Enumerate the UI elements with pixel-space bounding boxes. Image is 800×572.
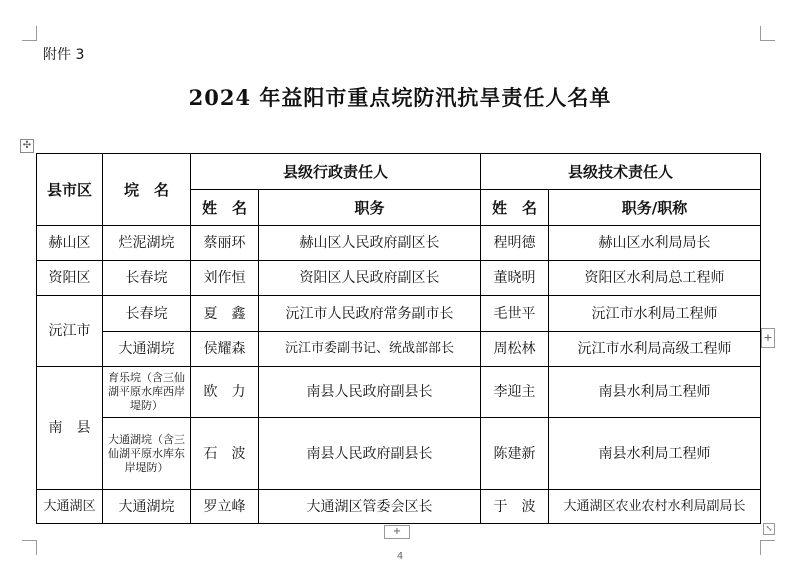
cell-admin-position: 沅江市人民政府常务副市长	[259, 296, 481, 332]
cell-polder: 育乐垸（含三仙湖平原水库西岸堤防）	[103, 367, 191, 418]
cell-polder: 大通湖垸	[103, 332, 191, 367]
cell-tech-position: 大通湖区农业农村水利局副局长	[549, 490, 761, 524]
cell-tech-position: 赫山区水利局局长	[549, 226, 761, 261]
header-admin-group: 县级行政责任人	[191, 154, 481, 190]
header-county: 县市区	[37, 154, 103, 226]
cell-tech-position: 资阳区水利局总工程师	[549, 261, 761, 296]
page-number: 4	[396, 551, 404, 562]
cell-admin-name: 欧 力	[191, 367, 259, 418]
cell-tech-position: 沅江市水利局工程师	[549, 296, 761, 332]
cell-tech-name: 董晓明	[481, 261, 549, 296]
cell-polder: 大通湖垸（含三仙湖平原水库东岸堤防）	[103, 418, 191, 490]
table-row	[37, 296, 761, 332]
cell-admin-position: 资阳区人民政府副区长	[259, 261, 481, 296]
table-row	[37, 332, 761, 367]
cell-admin-name: 刘作恒	[191, 261, 259, 296]
cell-tech-name: 程明德	[481, 226, 549, 261]
cell-admin-name: 石 波	[191, 418, 259, 490]
cell-tech-name: 周松林	[481, 332, 549, 367]
cell-admin-position: 大通湖区管委会区长	[259, 490, 481, 524]
cell-tech-name: 于 波	[481, 490, 549, 524]
table-row	[37, 490, 761, 524]
cell-county: 大通湖区	[37, 490, 103, 524]
cell-polder: 大通湖垸	[103, 490, 191, 524]
table-row	[37, 418, 761, 490]
cell-admin-position: 沅江市委副书记、统战部部长	[259, 332, 481, 367]
table-row	[37, 367, 761, 418]
cell-admin-position: 南县人民政府副县长	[259, 367, 481, 418]
attachment-label: 附件 3	[43, 47, 85, 63]
table-row	[37, 226, 761, 261]
cell-tech-name: 李迎主	[481, 367, 549, 418]
cell-polder: 长春垸	[103, 296, 191, 332]
cell-county: 资阳区	[37, 261, 103, 296]
header-tech-name: 姓 名	[481, 190, 549, 226]
cell-county: 沅江市	[37, 296, 103, 367]
cell-admin-name: 夏 鑫	[191, 296, 259, 332]
cell-tech-name: 陈建新	[481, 418, 549, 490]
cell-tech-position: 南县水利局工程师	[549, 418, 761, 490]
cell-polder: 烂泥湖垸	[103, 226, 191, 261]
cell-tech-position: 南县水利局工程师	[549, 367, 761, 418]
responsibility-table	[36, 153, 761, 524]
insert-column-plus-icon[interactable]: +	[761, 328, 775, 348]
header-admin-position: 职务	[259, 190, 481, 226]
table-resize-handle-icon[interactable]: ⤡	[763, 523, 775, 535]
cell-polder: 长春垸	[103, 261, 191, 296]
document-title: 2024 年益阳市重点垸防汛抗旱责任人名单	[188, 85, 612, 110]
page-corner-mark	[22, 26, 37, 41]
header-tech-position: 职务/职称	[549, 190, 761, 226]
cell-county: 南 县	[37, 367, 103, 490]
header-polder: 垸 名	[103, 154, 191, 226]
cell-admin-position: 赫山区人民政府副区长	[259, 226, 481, 261]
cell-admin-name: 罗立峰	[191, 490, 259, 524]
cell-admin-position: 南县人民政府副县长	[259, 418, 481, 490]
table-row	[37, 261, 761, 296]
insert-row-plus-icon[interactable]: +	[384, 525, 410, 539]
header-tech-group: 县级技术责任人	[481, 154, 761, 190]
cell-tech-name: 毛世平	[481, 296, 549, 332]
cell-county: 赫山区	[37, 226, 103, 261]
cell-admin-name: 蔡丽环	[191, 226, 259, 261]
table-move-handle-icon[interactable]: ✣	[20, 139, 34, 153]
page-corner-mark	[760, 26, 775, 41]
cell-admin-name: 侯耀森	[191, 332, 259, 367]
header-admin-name: 姓 名	[191, 190, 259, 226]
cell-tech-position: 沅江市水利局高级工程师	[549, 332, 761, 367]
